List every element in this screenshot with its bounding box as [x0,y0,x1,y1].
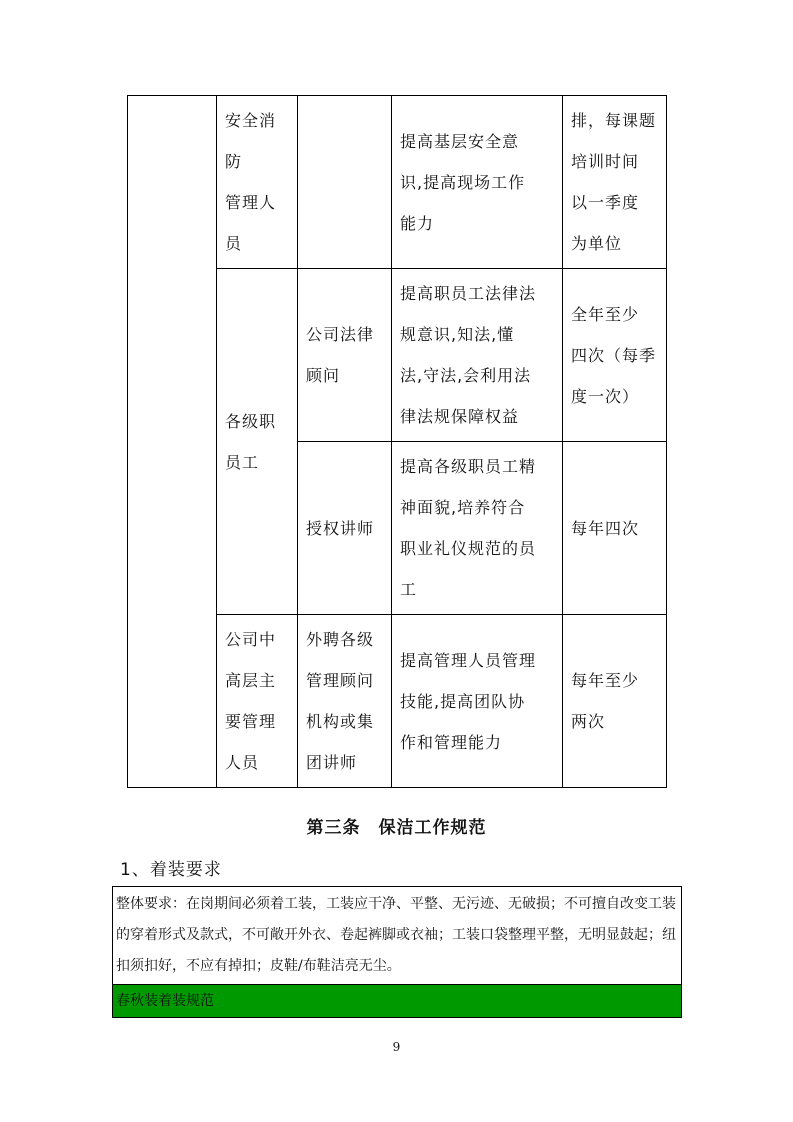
dress-overall-cell: 整体要求：在岗期间必须着工装，工装应干净、平整、无污迹、无破损；不可擅自改变工装的穿着形式及款式，不可敞开外衣、卷起裤脚或衣袖；工装口袋整理平整，无明显鼓起；纽扣须扣好，不应有掉扣；皮鞋/布鞋洁亮无尘。 [113,887,682,985]
goal-cell: 提高职员工法律法 规意识,知法,懂 法,守法,会利用法 律法规保障权益 [392,269,563,442]
audience-cell: 安全消 防 管理人 员 [217,96,298,269]
trainer-cell: 授权讲师 [298,442,392,615]
frequency-cell: 每年四次 [563,442,667,615]
frequency-cell: 排，每课题 培训时间 以一季度 为单位 [563,96,667,269]
table-row [113,887,682,985]
table-row [113,985,682,1018]
audience-cell: 各级职 员工 [217,269,298,615]
training-table [127,95,667,788]
goal-cell: 提高各级职员工精 神面貌,培养符合 职业礼仪规范的员 工 [392,442,563,615]
section-title: 第三条 保洁工作规范 [306,818,487,838]
dress-green-row: 春秋装着装规范 [113,985,682,1018]
table-row [128,96,667,269]
goal-cell: 提高基层安全意 识,提高现场工作 能力 [392,96,563,269]
trainer-cell: 外聘各级 管理顾问 机构或集 团讲师 [298,615,392,788]
trainer-cell [298,96,392,269]
goal-cell: 提高管理人员管理 技能,提高团队协 作和管理能力 [392,615,563,788]
category-cell [128,96,217,788]
page-number: 9 [392,1040,401,1054]
frequency-cell: 全年至少 四次（每季 度一次） [563,269,667,442]
subsection-title: 1、着装要求 [120,860,222,880]
trainer-cell: 公司法律 顾问 [298,269,392,442]
frequency-cell: 每年至少 两次 [563,615,667,788]
dress-code-table [112,886,682,1018]
audience-cell: 公司中 高层主 要管理 人员 [217,615,298,788]
